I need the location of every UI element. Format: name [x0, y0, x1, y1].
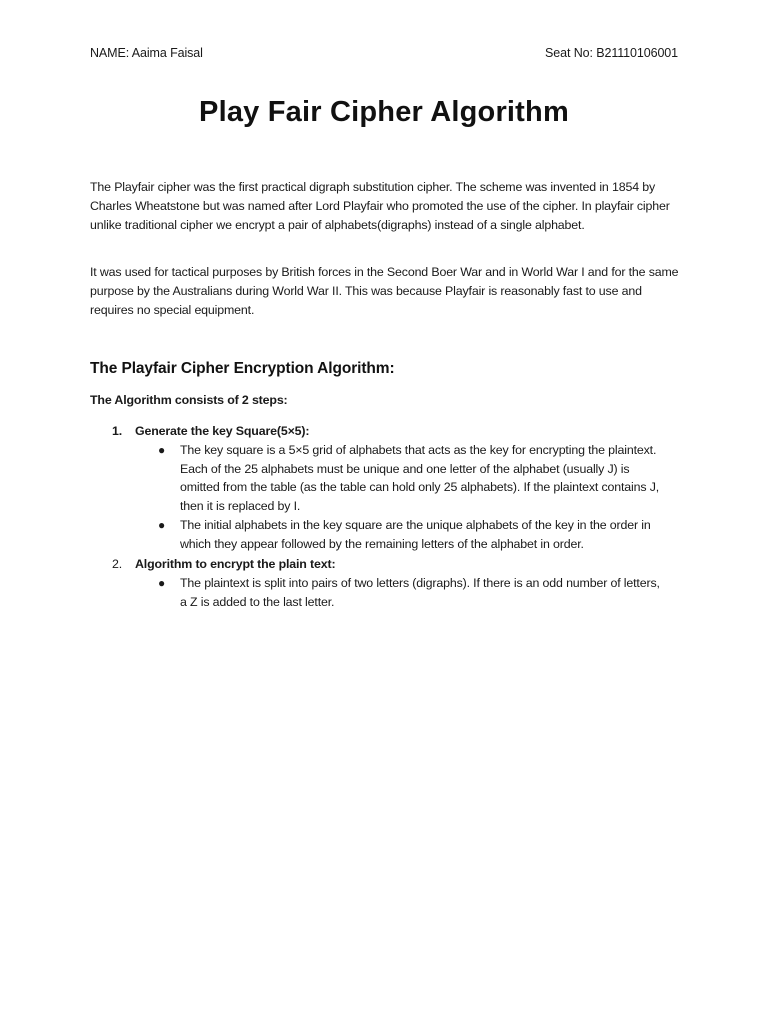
bullet-text: The initial alphabets in the key square are the unique alphabets of the key in the order in which they appear followed by the remaining letters of the alphabet in order. [180, 517, 651, 551]
list-item [158, 441, 668, 516]
seat-number: Seat No: B21110106001 [545, 46, 678, 60]
step-1-heading [112, 422, 692, 441]
step-2-bullet-list [158, 574, 668, 612]
step-2-heading [112, 555, 692, 574]
page-header [90, 46, 678, 60]
page-title: Play Fair Cipher Algorithm [199, 96, 569, 128]
intro-paragraph-1: The Playfair cipher was the first practical digraph substitution cipher. The scheme was invented in 1854 by Charles Wheatstone but was named after Lord Playfair who promoted the use of the cipher. In playfair cipher unlike traditional cipher we encrypt a pair of alphabets(digraphs) instead of a single alphabet. [90, 180, 670, 232]
step-2-label: Algorithm to encrypt the plain text: [135, 557, 336, 571]
steps-intro: The Algorithm consists of 2 steps: [90, 393, 288, 407]
step-1-number: 1. [112, 424, 123, 438]
student-name: NAME: Aaima Faisal [90, 46, 203, 60]
bullet-icon: ● [158, 517, 166, 532]
step-2 [112, 555, 692, 611]
step-1-label: Generate the key Square(5×5): [135, 424, 310, 438]
intro-paragraph-2: It was used for tactical purposes by British forces in the Second Boer War and in World War I and for the same purpose by the Australians during World War II. This was because Playfair is reasonably fast to use and requires no special equipment. [90, 265, 679, 317]
step-2-number: 2. [112, 557, 123, 571]
list-item [158, 516, 668, 554]
bullet-text: The key square is a 5×5 grid of alphabets that acts as the key for encrypting the plaintext. Each of the 25 alphabets must be unique and one letter of the alphabet (usually J) is omitted from the table (as the table can hold only 25 alphabets). If the plaintext contains J, then it is replaced by I. [180, 442, 660, 514]
bullet-icon: ● [158, 442, 166, 457]
step-1 [112, 422, 692, 554]
step-1-bullet-list [158, 441, 668, 554]
section-heading: The Playfair Cipher Encryption Algorithm: [90, 360, 395, 377]
list-item [158, 574, 668, 612]
bullet-text: The plaintext is split into pairs of two letters (digraphs). If there is an odd number of letters, a Z is added to the last letter. [180, 575, 660, 609]
bullet-icon: ● [158, 575, 166, 590]
